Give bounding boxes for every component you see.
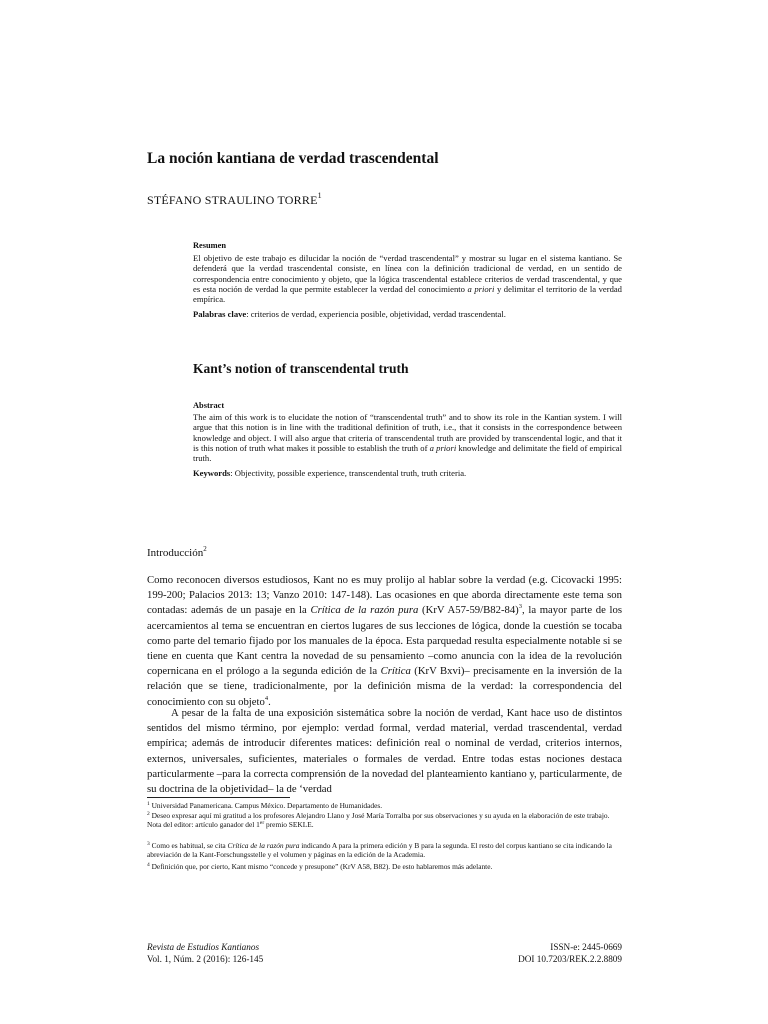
p1-text: Como reconocen diversos estudiosos, Kant no es muy prolijo al hablar sobre la verdad (e.g. Cicovacki 1995: 199-200; Palacios 2013: 13; Vanzo 2010: 147-148). Las ocasiones en que aborda directamente este tema son contadas: además de un pasaje en la [147,574,622,617]
abstract-keywords [193,468,622,478]
fn1-number: 1 [147,801,150,807]
fn3-number: 3 [147,841,150,847]
abstract-section [193,401,622,478]
p1-text-cont2: (KrV Bxvi)– precisamente en la inversión de la relación que se tiene, tradicionalmente, por la definición misma de la verdad: la correspondencia del conocimiento con su objeto [147,665,622,708]
doi-link[interactable]: DOI 10.7203/REK.2.2.8809 [518,953,622,964]
resumen-heading: Resumen [193,241,227,250]
fn1-text: Universidad Panamericana. Campus México. Departamento de Humanidades. [149,801,383,810]
editor-note-end: premio SEKLE. [264,820,314,830]
intro-heading-text: Introducción [147,547,204,559]
editor-note: Nota del editor: artículo ganador del 1 [147,820,260,830]
footnote-ref-3[interactable]: 3 [518,603,522,611]
footnote-4 [147,862,622,871]
issn: ISSN-e: 2445-0669 [550,942,622,952]
footnote-ref-1[interactable]: 1 [317,191,322,200]
abstract-text-part-end: knowledge and delimitate the field of empirical truth. [193,442,622,464]
intro-paragraph-2: A pesar de la falta de una exposición sistemática sobre la noción de verdad, Kant hace uso de distintos sentidos del mismo término, por ejemplo: verdad formal, verdad material, verdad trascendental, verdad empírica; además de introducir diferentes matices: definición real o nominal de verdad, criterios internos, externos, universales, suficientes, materiales o formales de verdad. Entre todas estas nociones destaca particularmente –para la correcta comprensión de la novedad del planteamiento kantiano y, particularmente, de su doctrina de la objetividad– la de ‘verdad [147,707,622,796]
abstract-text-part: The aim of this work is to elucidate the notion of “transcendental truth” and to show its role in the Kantian system. I will argue that this notion is in line with the traditional definition of truth, i.e., that it consists in the correspondence between knowledge and object. I will also argue that criteria of transcendental truth are provided by transcendental logic, and that it is this notion of truth what makes it possible to establish the truth of [193,412,622,453]
journal-name: Revista de Estudios Kantianos [147,942,260,952]
footnote-ref-2[interactable]: 2 [203,545,207,553]
fn2-text: Deseo expresar aquí mi gratitud a los profesores Alejandro Llano y José María Torralba por sus observaciones y su ayuda en la elaboración de este trabajo. [149,811,610,820]
p1-text-end: . [268,695,271,708]
keywords-label-en: Keywords [193,468,231,479]
journal-volume: Vol. 1, Núm. 2 (2016): 126-145 [147,953,264,964]
journal-footer [147,942,263,965]
article-title: La noción kantiana de verdad trascendental [147,150,439,167]
fn3-text: Como es habitual, se cita [149,841,228,850]
footnote-2 [147,811,622,829]
resumen-text [193,253,622,304]
introduction-heading [147,545,207,559]
p1-citation: (KrV A57-59/B82-84) [418,604,519,617]
p1-italic-critica: Crítica [380,665,411,678]
fn3-italic: Crítica de la razón pura [227,841,300,850]
footnote-ref-4[interactable]: 4 [264,694,269,702]
p1-italic-title: Crítica de la razón pura [310,604,419,617]
keywords-es: : criterios de verdad, experiencia posible, objetividad, verdad trascendental. [246,309,506,320]
p1-text-cont: , la mayor parte de los acercamientos al tema se encuentran en ciertos lugares de sus lecciones de lógica, donde la cuestión se tocaba como parte del temario fijado por los manuales de la época. Esta parquedad resulta especialmente notable si se tiene en cuenta que Kant centra la novedad de su pensamiento –como anuncia con la idea de la revolución copernicana en el prólogo a la segunda edición de la [147,604,622,678]
resumen-text-part-end: y delimitar el territorio de la verdad empírica. [193,283,622,305]
keywords-label-es: Palabras clave [193,309,247,320]
fn3-text-end: indicando A para la primera edición y B para la segunda. El resto del corpus kantiano se cita indicando la abreviación de la Kant-Forschungsstelle y el volumen y páginas en la edición de la Academia. [147,841,612,860]
author-text: STÉFANO STRAULINO TORRE [147,193,318,207]
fn4-number: 4 [147,862,150,868]
abstract-italic: a priori [429,442,457,453]
footnote-1 [147,801,622,810]
english-title: Kant’s notion of transcendental truth [193,361,409,376]
fn4-text: Definición que, por cierto, Kant mismo “concede y presupone” (KrV A58, B82). De esto hablaremos más adelante. [149,862,493,871]
intro-paragraph-1 [147,573,622,710]
resumen-italic: a priori [467,283,495,294]
author-name [147,191,322,208]
footnote-divider [147,797,290,798]
editor-note-sup: er [259,820,265,827]
identifier-footer [518,942,622,965]
resumen-section [193,241,622,319]
footnote-3 [147,841,622,859]
resumen-keywords [193,309,622,319]
fn2-number: 2 [147,811,150,817]
abstract-text [193,412,622,463]
abstract-heading: Abstract [193,401,225,410]
keywords-en: : Objectivity, possible experience, transcendental truth, truth criteria. [230,468,467,479]
resumen-text-part: El objetivo de este trabajo es dilucidar la noción de “verdad trascendental” y mostrar su lugar en el sistema kantiano. Se defenderá que la verdad trascendental consiste, en línea con la definición tradicional de verdad, en un sentido de correspondencia entre conocimiento y objeto, que la lógica trascendental establece criterios de verdad trascendental, y que es esta noción de verdad la que permite establecer la verdad del conocimiento [193,253,622,294]
